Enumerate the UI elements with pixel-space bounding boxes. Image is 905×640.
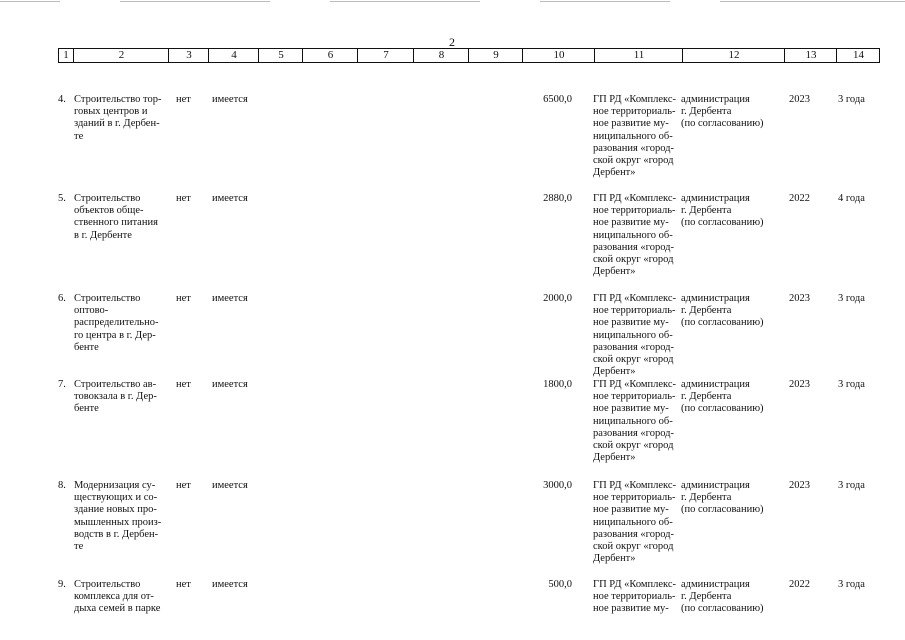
row-duration: 3 года: [838, 293, 865, 304]
row-amount: 500,0: [548, 579, 572, 590]
row-col3: нет: [176, 94, 191, 105]
row-executor: администрация г. Дербента (по согласованию): [681, 480, 764, 516]
row-year: 2023: [789, 293, 810, 304]
row-col4: имеется: [212, 193, 248, 204]
row-col3: нет: [176, 480, 191, 491]
row-col3: нет: [176, 193, 191, 204]
row-col3: нет: [176, 293, 191, 304]
row-program: ГП РД «Комплекс- ное территориаль- ное развитие му- ниципального об- разования «город- ской округ «город Дербент»: [593, 480, 677, 565]
row-program: ГП РД «Комплекс- ное территориаль- ное развитие му- ниципального об- разования «город- ской округ «город Дербент»: [593, 293, 677, 378]
row-amount: 3000,0: [543, 480, 572, 491]
row-name: Строительство ав- товокзала в г. Дер- бенте: [74, 379, 157, 415]
row-name: Модернизация су- ществующих и со- здание новых про- мышленных произ- водств в г. Дербен- те: [74, 480, 162, 553]
row-col3: нет: [176, 579, 191, 590]
row-number: 7.: [58, 379, 66, 390]
row-executor: администрация г. Дербента (по согласованию): [681, 379, 764, 415]
header-col-10: 10: [522, 49, 595, 62]
row-col4: имеется: [212, 94, 248, 105]
row-amount: 1800,0: [543, 379, 572, 390]
row-year: 2023: [789, 480, 810, 491]
row-col4: имеется: [212, 480, 248, 491]
row-executor: администрация г. Дербента (по согласованию): [681, 293, 764, 329]
header-col-4: 4: [208, 49, 259, 62]
row-year: 2023: [789, 379, 810, 390]
row-number: 5.: [58, 193, 66, 204]
row-executor: администрация г. Дербента (по согласованию): [681, 94, 764, 130]
row-col4: имеется: [212, 379, 248, 390]
row-program: ГП РД «Комплекс- ное территориаль- ное развитие му-: [593, 579, 677, 615]
header-col-12: 12: [682, 49, 785, 62]
header-col-1: 1: [63, 49, 69, 61]
row-executor: администрация г. Дербента (по согласованию): [681, 193, 764, 229]
row-name: Строительство объектов обще- ственного питания в г. Дербенте: [74, 193, 158, 241]
header-col-3: 3: [168, 49, 209, 62]
row-year: 2022: [789, 193, 810, 204]
header-col-9: 9: [468, 49, 523, 62]
row-duration: 3 года: [838, 379, 865, 390]
header-col-14: 14: [836, 49, 880, 62]
row-number: 6.: [58, 293, 66, 304]
row-number: 4.: [58, 94, 66, 105]
row-duration: 3 года: [838, 579, 865, 590]
row-duration: 3 года: [838, 94, 865, 105]
row-executor: администрация г. Дербента (по согласованию): [681, 579, 764, 615]
row-program: ГП РД «Комплекс- ное территориаль- ное развитие му- ниципального об- разования «город- ской округ «город Дербент»: [593, 379, 677, 464]
row-duration: 4 года: [838, 193, 865, 204]
row-amount: 2880,0: [543, 193, 572, 204]
row-year: 2023: [789, 94, 810, 105]
page-number: 2: [449, 35, 455, 49]
row-name: Строительство оптово- распределительно- го центра в г. Дер- бенте: [74, 293, 159, 353]
row-name: Строительство комплекса для от- дыха семей в парке: [74, 579, 161, 615]
row-program: ГП РД «Комплекс- ное территориаль- ное развитие му- ниципального об- разования «город- ской округ «город Дербент»: [593, 193, 677, 278]
row-duration: 3 года: [838, 480, 865, 491]
row-col4: имеется: [212, 579, 248, 590]
row-name: Строительство тор- говых центров и зданий в г. Дербен- те: [74, 94, 162, 142]
row-number: 8.: [58, 480, 66, 491]
header-col-11: 11: [594, 49, 683, 62]
table-header: [58, 48, 880, 63]
header-col-6: 6: [302, 49, 358, 62]
header-col-7: 7: [357, 49, 414, 62]
row-amount: 6500,0: [543, 94, 572, 105]
row-col4: имеется: [212, 293, 248, 304]
row-program: ГП РД «Комплекс- ное территориаль- ное развитие му- ниципального об- разования «город- ской округ «город Дербент»: [593, 94, 677, 179]
row-year: 2022: [789, 579, 810, 590]
header-col-2: 2: [73, 49, 169, 62]
header-col-13: 13: [784, 49, 837, 62]
row-col3: нет: [176, 379, 191, 390]
header-col-5: 5: [258, 49, 303, 62]
row-amount: 2000,0: [543, 293, 572, 304]
header-col-8: 8: [413, 49, 469, 62]
row-number: 9.: [58, 579, 66, 590]
